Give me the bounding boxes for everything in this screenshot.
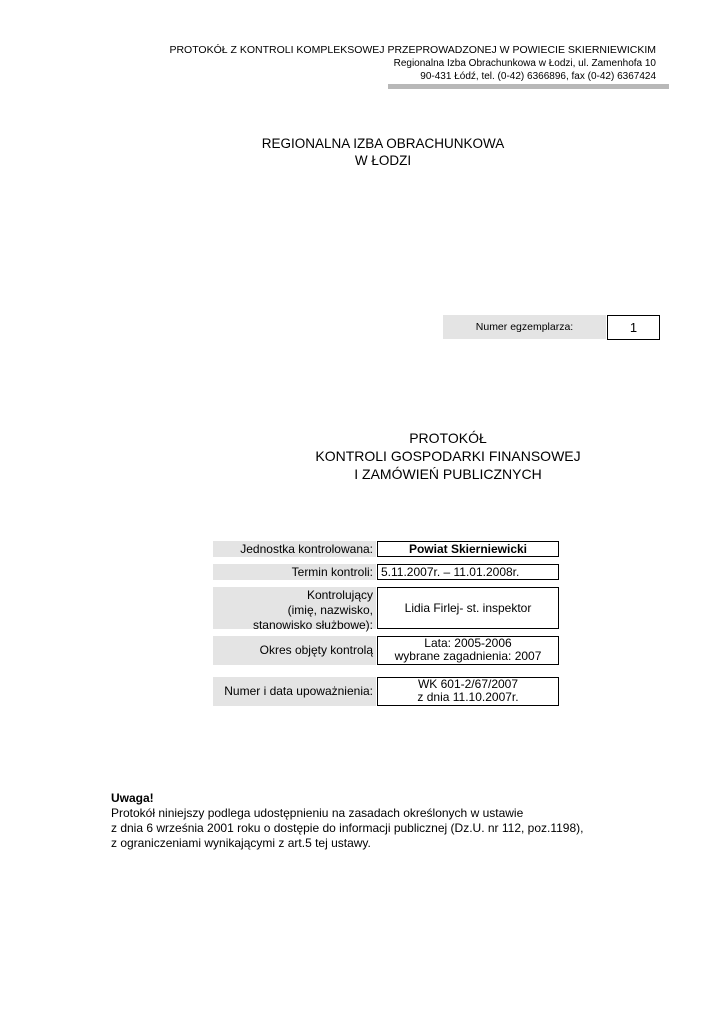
authorization-value-line-2: z dnia 11.10.2007r.: [417, 690, 519, 704]
inspection-term-label: Termin kontroli:: [213, 564, 376, 580]
note-line-3: z ograniczeniami wynikającymi z art.5 tej ustawy.: [111, 836, 371, 850]
title-line-1: PROTOKÓŁ: [409, 430, 487, 446]
institution-name: [0, 135, 724, 169]
inspector-label-line-1: Kontrolujący: [306, 588, 373, 602]
title-line-2: KONTROLI GOSPODARKI FINANSOWEJ: [315, 448, 581, 464]
running-header: [96, 44, 656, 83]
copy-number-value: 1: [607, 315, 660, 340]
period-value-line-1: Lata: 2005-2006: [424, 636, 512, 650]
period-value-line-2: wybrane zagadnienia: 2007: [394, 649, 542, 663]
header-rule: [388, 84, 669, 89]
note-heading: Uwaga!: [111, 791, 154, 805]
note-line-2: z dnia 6 września 2001 roku o dostępie do informacji publicznej (Dz.U. nr 112, poz.1198),: [111, 821, 584, 835]
inspector-label: [213, 587, 376, 632]
period-label: Okres objęty kontrolą: [213, 636, 376, 665]
authorization-label: Numer i data upoważnienia:: [213, 677, 376, 706]
disclosure-note: [111, 791, 671, 851]
institution-line-1: REGIONALNA IZBA OBRACHUNKOWA: [261, 136, 505, 151]
note-line-1: Protokół niniejszy podlega udostępnieniu na zasadach określonych w ustawie: [111, 806, 524, 820]
authorization-value-line-1: WK 601-2/67/2007: [417, 677, 519, 691]
title-line-3: I ZAMÓWIEŃ PUBLICZNYCH: [354, 466, 542, 482]
header-address: Regionalna Izba Obrachunkowa w Łodzi, ul. Zamenhofa 10: [393, 58, 656, 69]
document-title: [300, 429, 596, 483]
controlled-unit-value: Powiat Skierniewicki: [377, 541, 559, 557]
inspector-value: Lidia Firlej- st. inspektor: [377, 587, 559, 629]
controlled-unit-label: Jednostka kontrolowana:: [213, 541, 376, 557]
copy-number-label: Numer egzemplarza:: [443, 315, 606, 339]
inspector-label-line-3: stanowisko służbowe):: [252, 618, 373, 632]
inspection-term-value: 5.11.2007r. – 11.01.2008r.: [377, 564, 559, 580]
authorization-value: [377, 677, 559, 706]
inspector-label-line-2: (imię, nazwisko,: [287, 603, 373, 617]
period-value: [377, 636, 559, 665]
header-report-title: PROTOKÓŁ Z KONTROLI KOMPLEKSOWEJ PRZEPROWADZONEJ W POWIECIE SKIERNIEWICKIM: [169, 44, 656, 56]
header-contact: 90-431 Łódź, tel. (0-42) 6366896, fax (0-42) 6367424: [420, 71, 656, 82]
institution-line-2: W ŁODZI: [354, 153, 412, 168]
